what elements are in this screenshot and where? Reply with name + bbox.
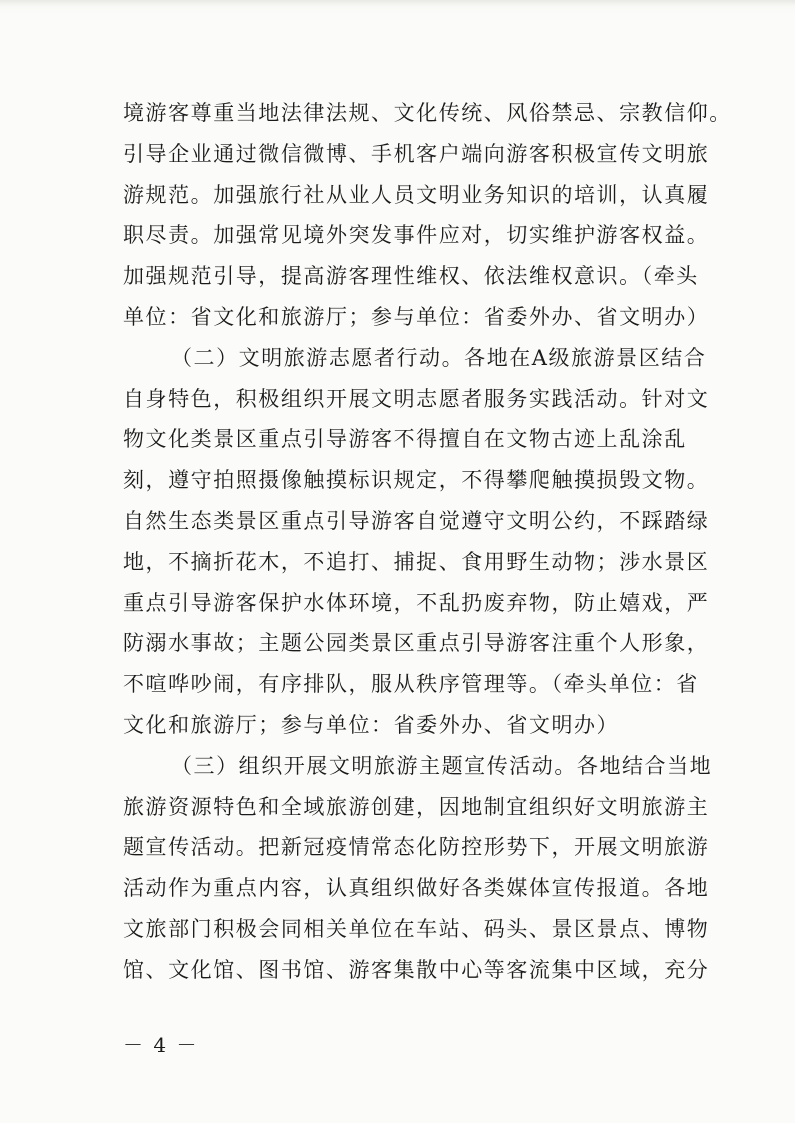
- text-line: 活动作为重点内容，认真组织做好各类媒体宣传报道。各地: [123, 876, 710, 901]
- text-line: 单位：省文化和旅游厅；参与单位：省委外办、省文明办）: [123, 304, 710, 329]
- text-line: 游规范。加强旅行社从业人员文明业务知识的培训，认真履: [123, 182, 710, 207]
- text-line: 加强规范引导，提高游客理性维权、依法维权意识。（牵头: [123, 264, 699, 289]
- text-line: 馆、文化馆、图书馆、游客集散中心等客流集中区域，充分: [123, 957, 710, 982]
- scan-top-edge: [0, 0, 795, 6]
- text-line: 文化和旅游厅；参与单位：省委外办、省文明办）: [123, 712, 620, 737]
- text-line: 职尽责。加强常见境外突发事件应对，切实维护游客权益。: [123, 223, 710, 248]
- section-heading-line: （二）文明旅游志愿者行动。各地在A级旅游景区结合: [171, 345, 707, 370]
- text-line: 不喧哗吵闹，有序排队，服从秩序管理等。（牵头单位：省: [123, 672, 699, 697]
- text-line: 刻，遵守拍照摄像触摸标识规定，不得攀爬触摸损毁文物。: [123, 468, 710, 493]
- text-line: 自然生态类景区重点引导游客自觉遵守文明公约，不踩踏绿: [123, 508, 710, 533]
- text-line: 物文化类景区重点引导游客不得擅自在文物古迹上乱涂乱: [123, 427, 687, 452]
- text-line: 地，不摘折花木，不追打、捕捉、食用野生动物；涉水景区: [123, 549, 710, 574]
- text-line: 题宣传活动。把新冠疫情常态化防控形势下，开展文明旅游: [123, 835, 710, 860]
- text-line: 境游客尊重当地法律法规、文化传统、风俗禁忌、宗教信仰。: [123, 101, 732, 125]
- text-line: 自身特色，积极组织开展文明志愿者服务实践活动。针对文: [123, 386, 710, 411]
- text-line: 重点引导游客保护水体环境，不乱扔废弃物，防止嬉戏，严: [123, 590, 710, 615]
- text-line: 引导企业通过微信微博、手机客户端向游客积极宣传文明旅: [123, 141, 710, 166]
- text-line: 防溺水事故；主题公园类景区重点引导游客注重个人形象，: [123, 631, 710, 656]
- section-heading-line: （三）组织开展文明旅游主题宣传活动。各地结合当地: [171, 753, 713, 778]
- body-text: [123, 93, 732, 991]
- page-number: － 4 －: [123, 1033, 199, 1057]
- text-line: 文旅部门积极会同相关单位在车站、码头、景区景点、博物: [123, 916, 710, 941]
- text-line: 旅游资源特色和全域旅游创建，因地制宜组织好文明旅游主: [123, 794, 710, 819]
